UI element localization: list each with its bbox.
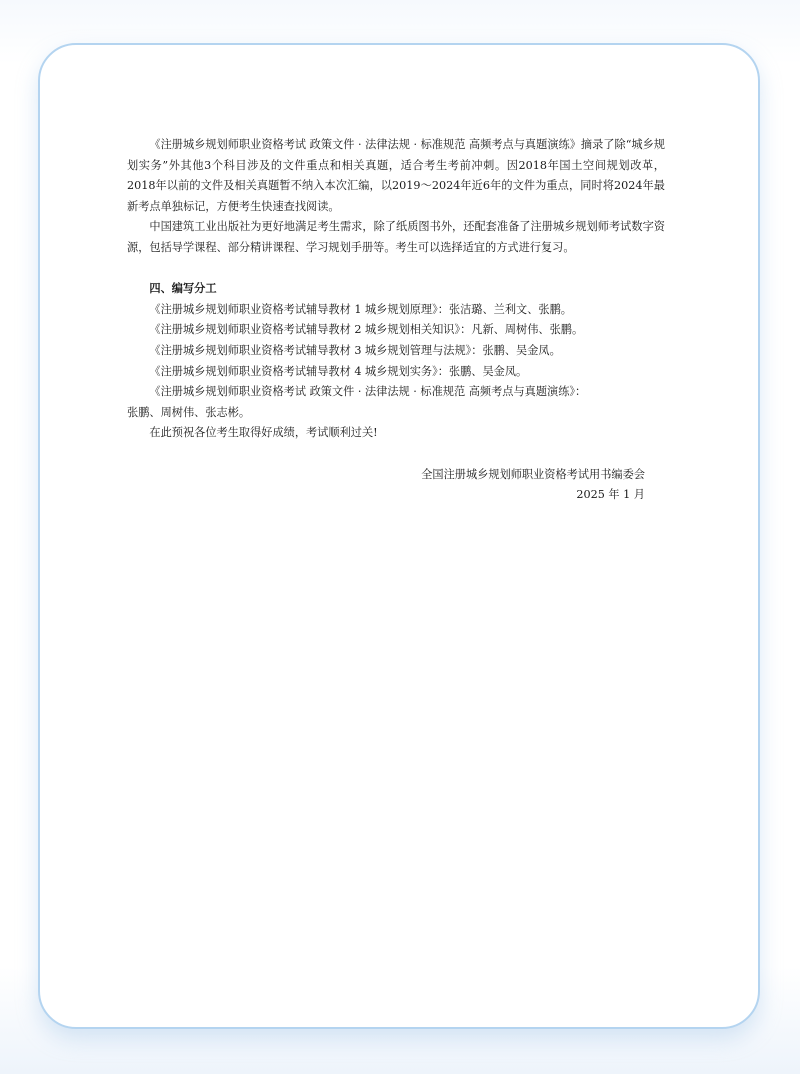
signature-date: 2025 年 1 月: [576, 488, 645, 502]
document-body: [127, 135, 665, 506]
intro-paragraph-1: 《注册城乡规划师职业资格考试 政策文件 · 法律法规 · 标准规范 高频考点与真题演练》摘录了除“城乡规划实务”外其他3个科目涉及的文件重点和相关真题，适合考生考前冲刺。因2018年国土空间规划改革，2018年以前的文件及相关真题暂不纳入本次汇编，以2019～2024年近6年的文件为重点，同时将2024年最新考点单独标记，方便考生快速查找阅读。: [127, 138, 665, 213]
closing-wish: 在此预祝各位考生取得好成绩，考试顺利过关!: [149, 426, 378, 440]
signature-block: [127, 465, 665, 506]
intro-paragraph-2: 中国建筑工业出版社为更好地满足考生需求，除了纸质图书外，还配套准备了注册城乡规划师考试数字资源，包括导学课程、部分精讲课程、学习规划手册等。考生可以选择适宜的方式进行复习。: [127, 220, 665, 254]
author-line-3: 《注册城乡规划师职业资格考试辅导教材 3 城乡规划管理与法规》：张鹏、吴金凤。: [149, 343, 561, 357]
signature-org: 全国注册城乡规划师职业资格考试用书编委会: [421, 467, 645, 481]
author-line-2: 《注册城乡规划师职业资格考试辅导教材 2 城乡规划相关知识》：凡新、周树伟、张鹏。: [149, 323, 584, 337]
author-line-1: 《注册城乡规划师职业资格考试辅导教材 1 城乡规划原理》：张洁璐、兰利文、张鹏。: [149, 302, 572, 316]
author-line-4: 《注册城乡规划师职业资格考试辅导教材 4 城乡规划实务》：张鹏、吴金凤。: [149, 364, 528, 378]
section-title: 四、编写分工: [149, 282, 217, 296]
author-line-5: 《注册城乡规划师职业资格考试 政策文件 · 法律法规 · 标准规范 高频考点与真题演练》：: [149, 385, 587, 399]
author-line-5-continued: 张鹏、周树伟、张志彬。: [127, 405, 251, 419]
